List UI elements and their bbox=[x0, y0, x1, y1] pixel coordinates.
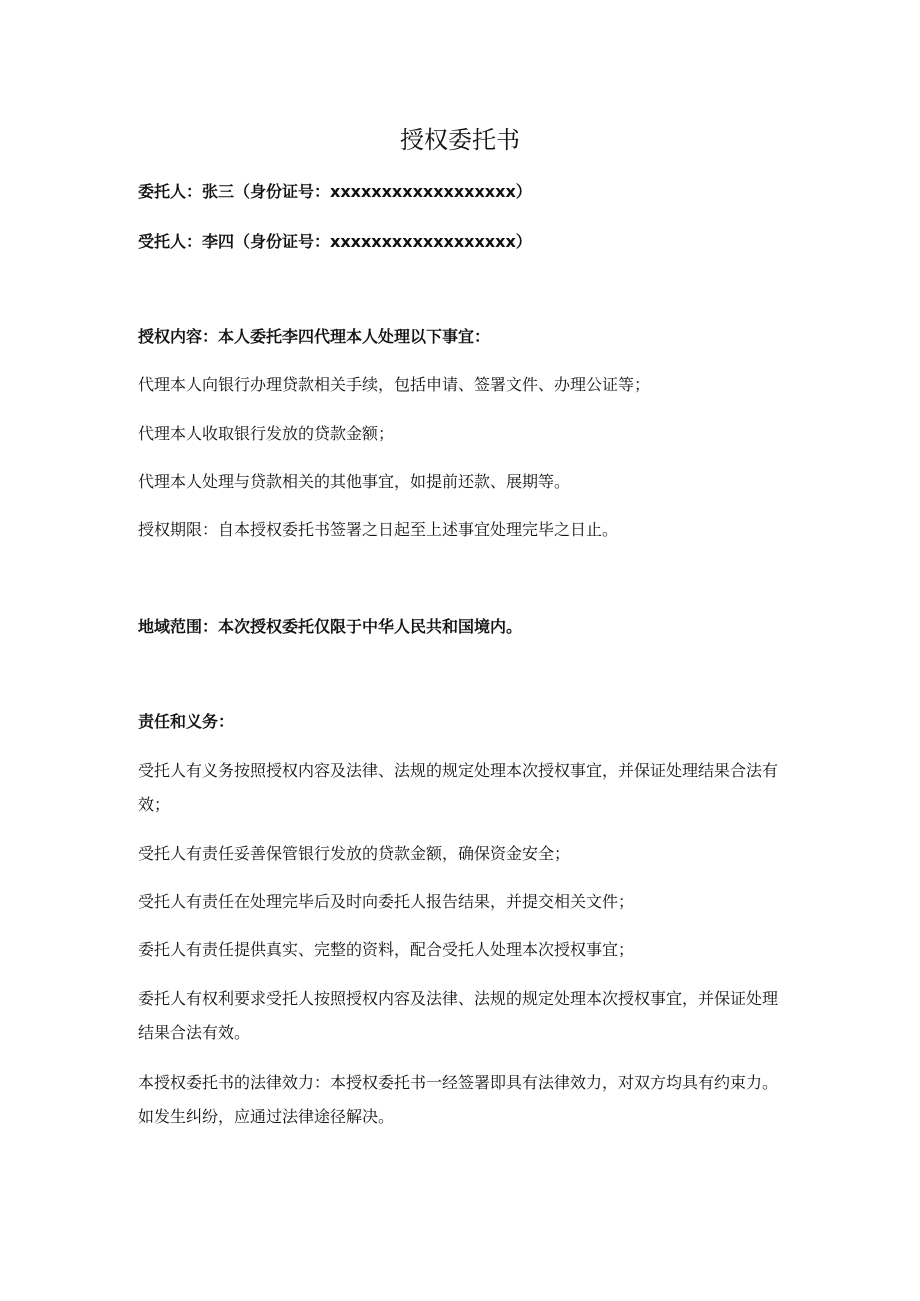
duty-item: 委托人有权利要求受托人按照授权内容及法律、法规的规定处理本次授权事宜，并保证处理结果合法有效。 bbox=[138, 989, 779, 1042]
duty-item: 委托人有责任提供真实、完整的资料，配合受托人处理本次授权事宜； bbox=[138, 940, 635, 959]
legal-effect-line: 本授权委托书的法律效力：本授权委托书一经签署即具有法律效力，对双方均具有约束力。如发生纠纷，应通过法律途径解决。 bbox=[138, 1073, 779, 1126]
authorization-item: 代理本人收取银行发放的贷款金额； bbox=[138, 424, 395, 443]
duty-item: 受托人有责任在处理完毕后及时向委托人报告结果，并提交相关文件； bbox=[138, 892, 635, 911]
duties-heading: 责任和义务： bbox=[138, 712, 235, 731]
principal-line: 委托人：张三（身份证号：xxxxxxxxxxxxxxxxxx） bbox=[138, 182, 532, 201]
authorization-heading: 授权内容：本人委托李四代理本人处理以下事宜： bbox=[138, 327, 491, 346]
duty-item: 受托人有义务按照授权内容及法律、法规的规定处理本次授权事宜，并保证处理结果合法有效； bbox=[138, 761, 779, 814]
term-line: 授权期限：自本授权委托书签署之日起至上述事宜处理完毕之日止。 bbox=[138, 520, 619, 539]
document-title: 授权委托书 bbox=[400, 126, 520, 154]
scope-line: 地域范围：本次授权委托仅限于中华人民共和国境内。 bbox=[138, 617, 523, 636]
authorization-item: 代理本人处理与贷款相关的其他事宜，如提前还款、展期等。 bbox=[138, 472, 571, 491]
authorization-item: 代理本人向银行办理贷款相关手续，包括申请、签署文件、办理公证等； bbox=[138, 375, 651, 394]
agent-line: 受托人：李四（身份证号：xxxxxxxxxxxxxxxxxx） bbox=[138, 232, 532, 251]
duty-item: 受托人有责任妥善保管银行发放的贷款金额，确保资金安全； bbox=[138, 844, 571, 863]
